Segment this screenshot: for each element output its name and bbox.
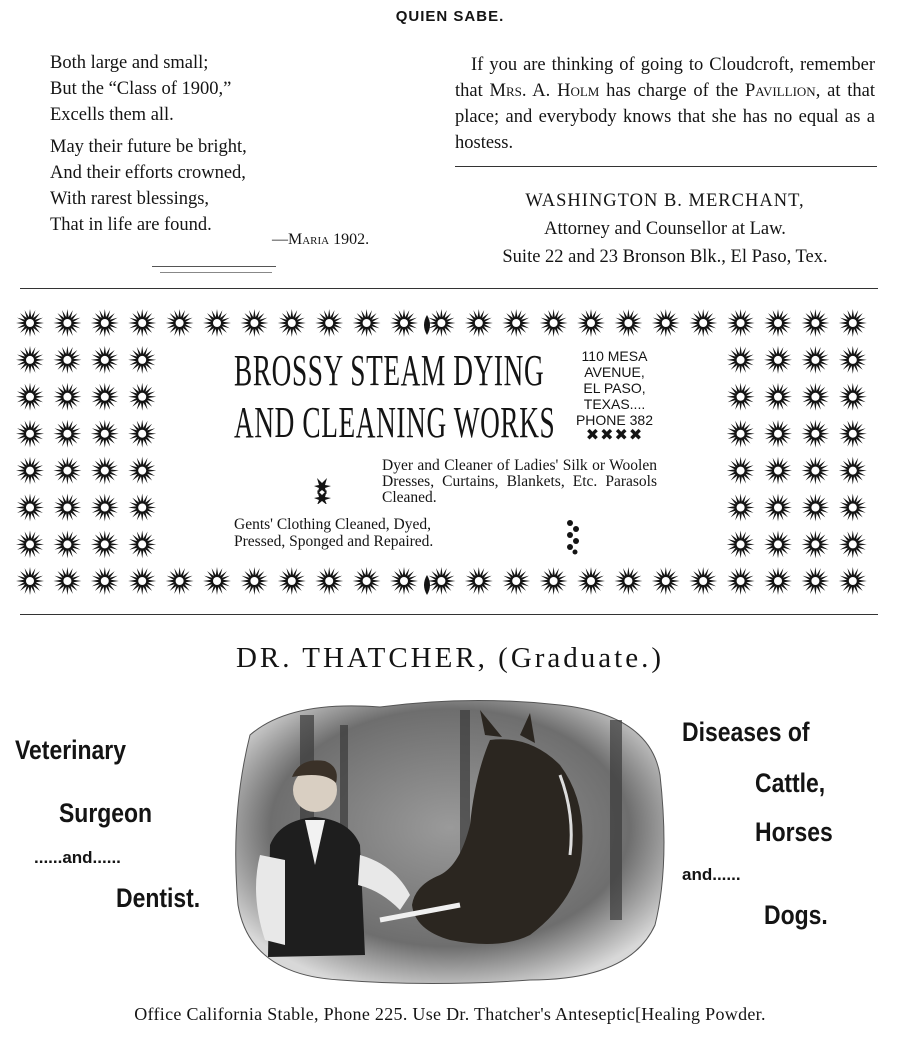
cattle-label: Cattle, bbox=[755, 768, 826, 798]
poem-line: Both large and small; bbox=[50, 53, 209, 73]
star-ornament-icon bbox=[801, 346, 829, 374]
divider bbox=[20, 614, 878, 615]
star-ornament-icon bbox=[16, 383, 44, 411]
address-line: 110 MESA bbox=[581, 348, 648, 364]
star-ornament-icon bbox=[427, 309, 455, 337]
star-ornament-icon bbox=[502, 309, 530, 337]
star-ornament-icon bbox=[390, 309, 418, 337]
star-ornament-icon bbox=[91, 420, 119, 448]
horses-label: Horses bbox=[755, 817, 833, 847]
star-ornament-icon bbox=[839, 457, 867, 485]
star-ornament-icon bbox=[16, 309, 44, 337]
star-ornament-icon bbox=[801, 420, 829, 448]
star-ornament-icon bbox=[315, 309, 343, 337]
lawyer-address: Suite 22 and 23 Bronson Blk., El Paso, Tex. bbox=[502, 247, 828, 267]
star-ornament-icon bbox=[91, 309, 119, 337]
dogs-label: Dogs. bbox=[764, 900, 828, 930]
star-ornament-icon bbox=[801, 530, 829, 558]
poem-signature: —Maria 1902. bbox=[272, 231, 370, 248]
star-ornament-icon bbox=[240, 567, 268, 595]
page-header: QUIEN SABE. bbox=[395, 8, 505, 25]
lawyer-card bbox=[450, 187, 880, 271]
ad-title-line: AND CLEANING WORKS bbox=[234, 398, 556, 447]
star-ornament-icon bbox=[128, 567, 156, 595]
star-ornament-icon bbox=[502, 567, 530, 595]
star-ornament-icon bbox=[764, 530, 792, 558]
star-ornament-icon bbox=[315, 567, 343, 595]
star-ornament-icon bbox=[689, 309, 717, 337]
star-ornament-icon bbox=[91, 346, 119, 374]
star-ornament-icon bbox=[727, 309, 755, 337]
divider bbox=[160, 272, 272, 273]
poem-line: Excells them all. bbox=[50, 105, 174, 125]
star-ornament-icon bbox=[540, 309, 568, 337]
star-ornament-icon bbox=[203, 309, 231, 337]
star-ornament-icon bbox=[128, 383, 156, 411]
divider bbox=[20, 288, 878, 289]
address-line: TEXAS.... bbox=[583, 396, 646, 412]
star-ornament-icon bbox=[128, 457, 156, 485]
divider bbox=[152, 266, 276, 267]
poem-line: With rarest blessings, bbox=[50, 189, 210, 209]
star-ornament-icon bbox=[465, 309, 493, 337]
cloudcroft-notice bbox=[455, 52, 875, 156]
notice-place: Pavillion bbox=[744, 81, 816, 101]
star-ornament-icon bbox=[764, 420, 792, 448]
star-ornament-icon bbox=[128, 420, 156, 448]
star-ornament-icon bbox=[427, 567, 455, 595]
drop-ornament-icon bbox=[424, 315, 430, 335]
poem-line: That in life are found. bbox=[50, 215, 212, 235]
and-label: ......and...... bbox=[34, 848, 121, 867]
star-ornament-icon bbox=[166, 309, 194, 337]
steam-works-address bbox=[567, 348, 662, 444]
star-ornament-icon bbox=[801, 567, 829, 595]
star-ornament-icon bbox=[652, 567, 680, 595]
star-ornament-icon bbox=[652, 309, 680, 337]
star-ornament-icon bbox=[839, 420, 867, 448]
star-ornament-icon bbox=[278, 309, 306, 337]
gents-line: Gents' Clothing Cleaned, Dyed, bbox=[234, 516, 431, 533]
star-ornament-icon bbox=[839, 346, 867, 374]
star-ornament-icon bbox=[53, 420, 81, 448]
star-ornament-icon bbox=[53, 457, 81, 485]
star-ornament-icon bbox=[839, 383, 867, 411]
poem-line: But the “Class of 1900,” bbox=[50, 79, 232, 99]
star-ornament-icon bbox=[16, 494, 44, 522]
star-ornament-icon bbox=[465, 567, 493, 595]
notice-text: has charge of the bbox=[599, 81, 745, 101]
star-ornament-icon bbox=[839, 567, 867, 595]
star-ornament-icon bbox=[764, 494, 792, 522]
poem bbox=[50, 50, 247, 244]
drop-ornament-icon bbox=[424, 575, 430, 595]
ornament-icon bbox=[314, 474, 336, 509]
address-line: EL PASO, bbox=[583, 380, 646, 396]
star-ornament-icon bbox=[353, 567, 381, 595]
star-ornament-icon bbox=[53, 309, 81, 337]
star-ornament-icon bbox=[53, 567, 81, 595]
star-ornament-icon bbox=[16, 420, 44, 448]
star-ornament-icon bbox=[764, 309, 792, 337]
star-ornament-icon bbox=[801, 494, 829, 522]
star-ornament-icon bbox=[689, 567, 717, 595]
steam-works-title bbox=[234, 345, 556, 449]
star-ornament-icon bbox=[53, 530, 81, 558]
star-ornament-icon bbox=[91, 457, 119, 485]
star-ornament-icon bbox=[764, 346, 792, 374]
star-ornament-icon bbox=[727, 530, 755, 558]
poem-line: And their efforts crowned, bbox=[50, 163, 246, 183]
star-ornament-icon bbox=[91, 383, 119, 411]
star-ornament-icon bbox=[764, 457, 792, 485]
star-ornament-icon bbox=[53, 346, 81, 374]
star-ornament-icon bbox=[727, 457, 755, 485]
dentist-label: Dentist. bbox=[116, 883, 201, 913]
star-ornament-icon bbox=[16, 457, 44, 485]
poem-stanza-2 bbox=[50, 134, 247, 238]
steam-works-gents bbox=[234, 516, 514, 550]
and-label: and...... bbox=[682, 865, 741, 884]
gents-line: Pressed, Sponged and Repaired. bbox=[234, 533, 434, 550]
star-ornament-icon bbox=[764, 383, 792, 411]
ornament-icon: ✖✖✖✖ bbox=[585, 427, 644, 444]
steam-works-services: Dyer and Cleaner of Ladies' Silk or Woolen Dresses, Curtains, Blankets, Etc. Parasols Cleaned. bbox=[382, 457, 657, 506]
lawyer-name: WASHINGTON B. MERCHANT, bbox=[525, 191, 805, 211]
star-ornament-icon bbox=[16, 346, 44, 374]
star-ornament-icon bbox=[128, 494, 156, 522]
star-ornament-icon bbox=[727, 346, 755, 374]
star-ornament-icon bbox=[203, 567, 231, 595]
star-ornament-icon bbox=[53, 494, 81, 522]
star-ornament-icon bbox=[577, 309, 605, 337]
star-ornament-icon bbox=[801, 457, 829, 485]
star-ornament-icon bbox=[839, 494, 867, 522]
footer-note: Office California Stable, Phone 225. Use Dr. Thatcher's Anteseptic[Healing Powder. bbox=[134, 1004, 766, 1024]
horse-photo bbox=[230, 695, 670, 985]
dr-thatcher-title: DR. THATCHER, (Graduate.) bbox=[235, 642, 665, 674]
divider bbox=[455, 166, 877, 167]
star-ornament-icon bbox=[91, 530, 119, 558]
star-ornament-icon bbox=[727, 567, 755, 595]
star-ornament-icon bbox=[727, 383, 755, 411]
notice-text: If you are thinking of going to Cloudcroft, remember that bbox=[455, 55, 875, 101]
star-ornament-icon bbox=[801, 383, 829, 411]
star-ornament-icon bbox=[839, 309, 867, 337]
star-ornament-icon bbox=[390, 567, 418, 595]
ad-title-line: BROSSY STEAM DYING bbox=[234, 346, 545, 395]
poem-stanza-1 bbox=[50, 50, 247, 128]
star-ornament-icon bbox=[353, 309, 381, 337]
ornament-icon bbox=[565, 518, 581, 561]
surgeon-label: Surgeon bbox=[59, 798, 153, 828]
star-ornament-icon bbox=[764, 567, 792, 595]
veterinary-label: Veterinary bbox=[15, 735, 127, 765]
lawyer-title: Attorney and Counsellor at Law. bbox=[544, 219, 786, 239]
star-ornament-icon bbox=[128, 346, 156, 374]
star-ornament-icon bbox=[727, 494, 755, 522]
diseases-label: Diseases of bbox=[682, 717, 810, 747]
star-ornament-icon bbox=[91, 494, 119, 522]
star-ornament-icon bbox=[614, 309, 642, 337]
address-line: AVENUE, bbox=[584, 364, 645, 380]
star-ornament-icon bbox=[839, 530, 867, 558]
star-ornament-icon bbox=[278, 567, 306, 595]
star-ornament-icon bbox=[16, 530, 44, 558]
star-ornament-icon bbox=[128, 309, 156, 337]
star-ornament-icon bbox=[801, 309, 829, 337]
poem-line: May their future be bright, bbox=[50, 137, 247, 157]
star-ornament-icon bbox=[577, 567, 605, 595]
star-ornament-icon bbox=[240, 309, 268, 337]
star-ornament-icon bbox=[614, 567, 642, 595]
star-ornament-icon bbox=[166, 567, 194, 595]
star-ornament-icon bbox=[128, 530, 156, 558]
notice-text: , at that place; and everybody knows that she has no equal as a hostess. bbox=[455, 81, 875, 153]
notice-name: Mrs. A. Holm bbox=[489, 81, 600, 101]
star-ornament-icon bbox=[53, 383, 81, 411]
address-line: PHONE 382 bbox=[575, 412, 654, 428]
star-ornament-icon bbox=[91, 567, 119, 595]
star-ornament-icon bbox=[727, 420, 755, 448]
star-ornament-icon bbox=[540, 567, 568, 595]
star-ornament-icon bbox=[16, 567, 44, 595]
